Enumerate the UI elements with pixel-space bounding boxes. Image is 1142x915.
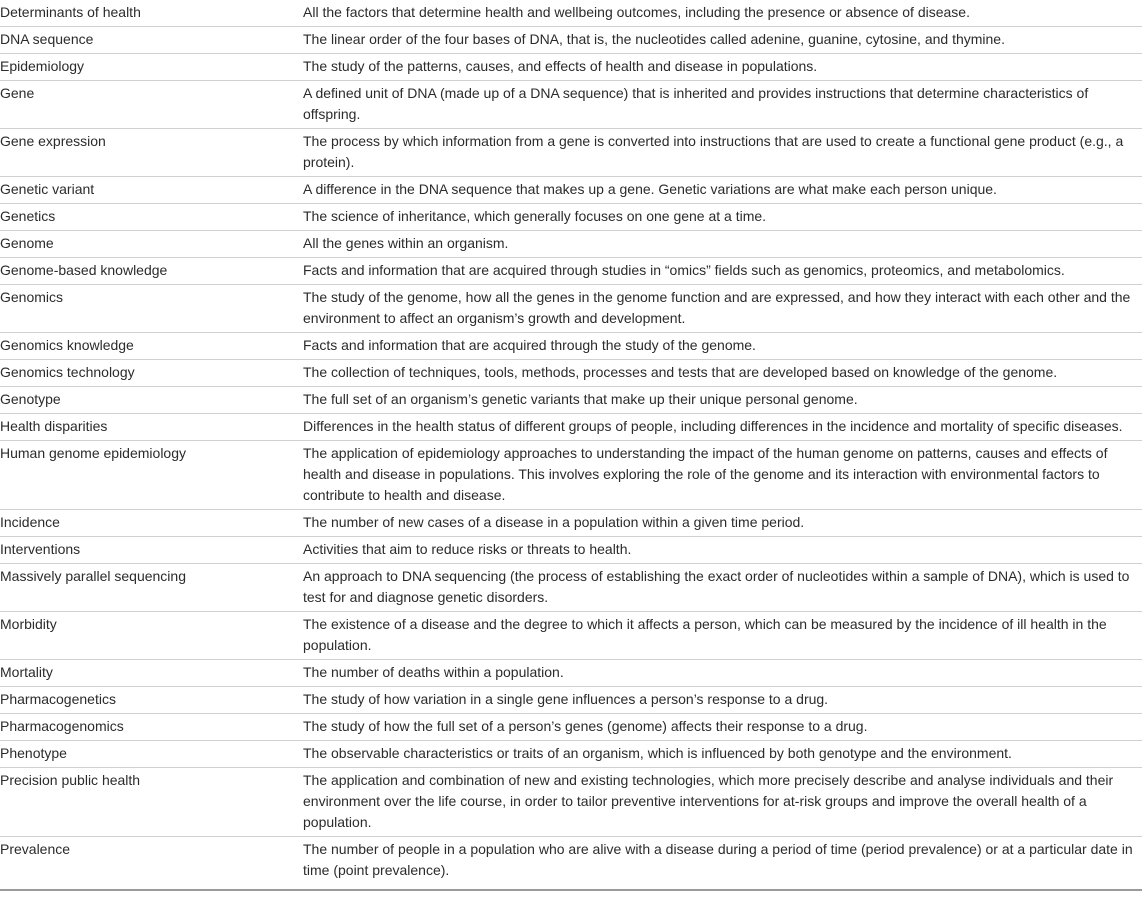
table-row bbox=[0, 387, 1142, 414]
term-cell: Genomics technology bbox=[0, 360, 303, 387]
table-row bbox=[0, 0, 1142, 27]
table-row bbox=[0, 441, 1142, 510]
table-row bbox=[0, 414, 1142, 441]
term-cell: Mortality bbox=[0, 660, 303, 687]
table-row bbox=[0, 285, 1142, 333]
definition-cell: The process by which information from a gene is converted into instructions that are used to create a functional gene product (e.g., a protein). bbox=[303, 129, 1142, 177]
table-row bbox=[0, 612, 1142, 660]
definition-cell: The study of how variation in a single gene influences a person’s response to a drug. bbox=[303, 687, 1142, 714]
term-cell: Epidemiology bbox=[0, 54, 303, 81]
term-cell: Morbidity bbox=[0, 612, 303, 660]
definition-cell: All the factors that determine health and wellbeing outcomes, including the presence or absence of disease. bbox=[303, 0, 1142, 27]
term-cell: Genome-based knowledge bbox=[0, 258, 303, 285]
table-row bbox=[0, 660, 1142, 687]
table-row bbox=[0, 537, 1142, 564]
table-row bbox=[0, 177, 1142, 204]
definition-cell: All the genes within an organism. bbox=[303, 231, 1142, 258]
term-cell: Precision public health bbox=[0, 768, 303, 837]
definition-cell: The linear order of the four bases of DNA, that is, the nucleotides called adenine, guanine, cytosine, and thymine. bbox=[303, 27, 1142, 54]
term-cell: Gene expression bbox=[0, 129, 303, 177]
table-row bbox=[0, 258, 1142, 285]
definition-cell: Facts and information that are acquired through studies in “omics” fields such as genomics, proteomics, and metabolomics. bbox=[303, 258, 1142, 285]
definition-cell: A difference in the DNA sequence that makes up a gene. Genetic variations are what make each person unique. bbox=[303, 177, 1142, 204]
definition-cell: The study of the patterns, causes, and effects of health and disease in populations. bbox=[303, 54, 1142, 81]
definition-cell: A defined unit of DNA (made up of a DNA sequence) that is inherited and provides instructions that determine characteristics of offspring. bbox=[303, 81, 1142, 129]
term-cell: Health disparities bbox=[0, 414, 303, 441]
table-row bbox=[0, 54, 1142, 81]
definition-cell: The full set of an organism’s genetic variants that make up their unique personal genome. bbox=[303, 387, 1142, 414]
term-cell: Genetic variant bbox=[0, 177, 303, 204]
table-row bbox=[0, 333, 1142, 360]
term-cell: DNA sequence bbox=[0, 27, 303, 54]
term-cell: Phenotype bbox=[0, 741, 303, 768]
definition-cell: Activities that aim to reduce risks or threats to health. bbox=[303, 537, 1142, 564]
term-cell: Gene bbox=[0, 81, 303, 129]
table-row bbox=[0, 27, 1142, 54]
table-row bbox=[0, 768, 1142, 837]
term-cell: Prevalence bbox=[0, 837, 303, 891]
term-cell: Interventions bbox=[0, 537, 303, 564]
term-cell: Pharmacogenomics bbox=[0, 714, 303, 741]
term-cell: Human genome epidemiology bbox=[0, 441, 303, 510]
table-row bbox=[0, 687, 1142, 714]
table-row bbox=[0, 714, 1142, 741]
term-cell: Incidence bbox=[0, 510, 303, 537]
term-cell: Genomics knowledge bbox=[0, 333, 303, 360]
term-cell: Genomics bbox=[0, 285, 303, 333]
definition-cell: The observable characteristics or traits of an organism, which is influenced by both genotype and the environment. bbox=[303, 741, 1142, 768]
term-cell: Determinants of health bbox=[0, 0, 303, 27]
table-row bbox=[0, 81, 1142, 129]
definition-cell: The number of deaths within a population. bbox=[303, 660, 1142, 687]
term-cell: Genome bbox=[0, 231, 303, 258]
table-row bbox=[0, 510, 1142, 537]
definition-cell: The application of epidemiology approaches to understanding the impact of the human genome on patterns, causes and effects of health and disease in populations. This involves exploring the role of the genome and its interaction with environmental factors to contribute to health and disease. bbox=[303, 441, 1142, 510]
table-row bbox=[0, 204, 1142, 231]
definition-cell: An approach to DNA sequencing (the process of establishing the exact order of nucleotides within a sample of DNA), which is used to test for and diagnose genetic disorders. bbox=[303, 564, 1142, 612]
definition-cell: The application and combination of new and existing technologies, which more precisely describe and analyse individuals and their environment over the life course, in order to tailor preventive interventions for at-risk groups and improve the overall health of a population. bbox=[303, 768, 1142, 837]
definition-cell: Differences in the health status of different groups of people, including differences in the incidence and mortality of specific diseases. bbox=[303, 414, 1142, 441]
term-cell: Genetics bbox=[0, 204, 303, 231]
table-row bbox=[0, 231, 1142, 258]
definition-cell: The existence of a disease and the degree to which it affects a person, which can be measured by the incidence of ill health in the population. bbox=[303, 612, 1142, 660]
definition-cell: Facts and information that are acquired through the study of the genome. bbox=[303, 333, 1142, 360]
definition-cell: The number of people in a population who are alive with a disease during a period of time (period prevalence) or at a particular date in time (point prevalence). bbox=[303, 837, 1142, 891]
table-row bbox=[0, 360, 1142, 387]
term-cell: Massively parallel sequencing bbox=[0, 564, 303, 612]
table-row bbox=[0, 129, 1142, 177]
definition-cell: The study of how the full set of a person’s genes (genome) affects their response to a drug. bbox=[303, 714, 1142, 741]
table-row bbox=[0, 564, 1142, 612]
table-row bbox=[0, 837, 1142, 891]
definition-cell: The number of new cases of a disease in a population within a given time period. bbox=[303, 510, 1142, 537]
definition-cell: The science of inheritance, which generally focuses on one gene at a time. bbox=[303, 204, 1142, 231]
definition-cell: The collection of techniques, tools, methods, processes and tests that are developed based on knowledge of the genome. bbox=[303, 360, 1142, 387]
term-cell: Pharmacogenetics bbox=[0, 687, 303, 714]
definition-cell: The study of the genome, how all the genes in the genome function and are expressed, and how they interact with each other and the environment to affect an organism’s growth and development. bbox=[303, 285, 1142, 333]
term-cell: Genotype bbox=[0, 387, 303, 414]
table-row bbox=[0, 741, 1142, 768]
